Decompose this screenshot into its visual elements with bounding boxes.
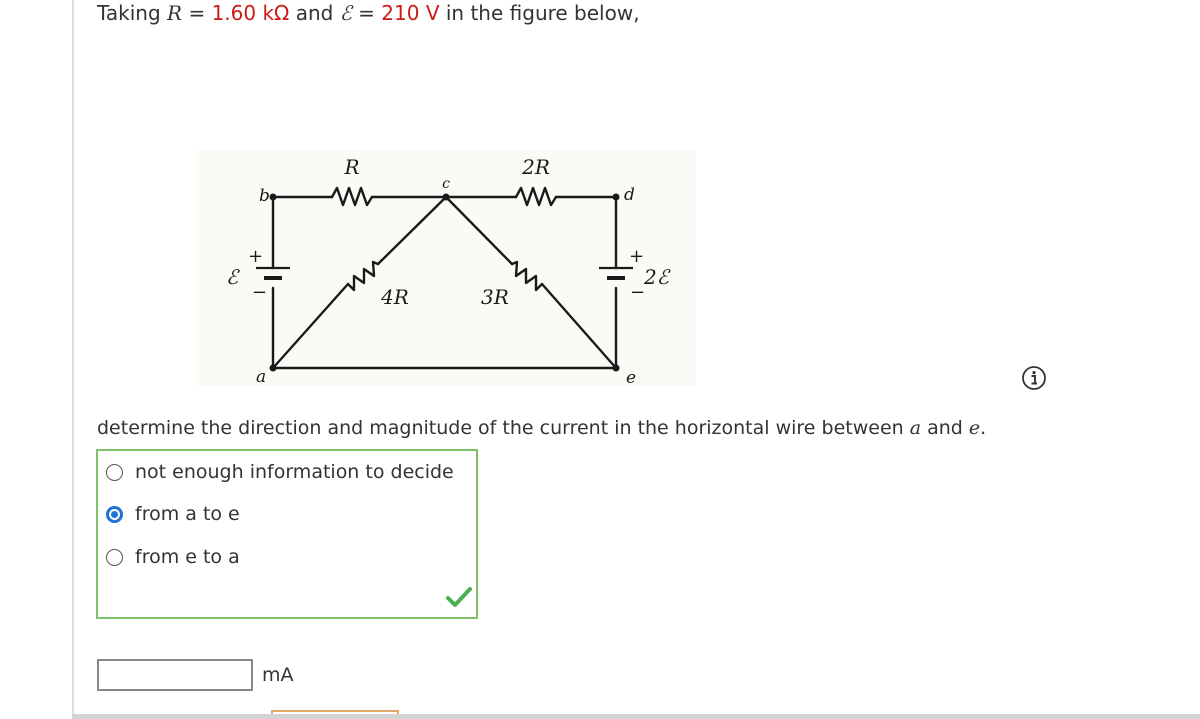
resistor-r — [332, 188, 372, 205]
and-word: and — [295, 1, 334, 25]
emf-value: 210 V — [381, 1, 440, 25]
prompt-point-e: e — [968, 417, 981, 439]
circuit-diagram — [196, 150, 696, 386]
node-c-dot — [443, 194, 450, 201]
label-left-minus: − — [252, 282, 268, 303]
emf-symbol: ℰ — [339, 1, 352, 25]
answer-choice-box — [96, 449, 478, 619]
label-resistor-2r: 2R — [522, 155, 550, 179]
label-resistor-r: R — [344, 155, 360, 179]
radio-not-enough-info[interactable] — [106, 464, 123, 481]
part-prompt — [97, 415, 986, 441]
node-d-dot — [613, 194, 620, 201]
option-label: from a to e — [135, 503, 240, 525]
question-intro — [97, 0, 640, 26]
label-node-b: b — [259, 186, 270, 206]
label-right-minus: − — [630, 282, 646, 303]
option-from-a-to-e[interactable] — [106, 501, 240, 527]
intro-suffix: in the figure below, — [445, 1, 640, 25]
wire-4r-a — [273, 284, 348, 368]
radio-from-e-to-a[interactable] — [106, 549, 123, 566]
option-label: from e to a — [135, 546, 240, 568]
wire-c-4r — [378, 197, 446, 264]
resistor-4r — [348, 262, 378, 290]
wire-c-3r — [446, 197, 512, 264]
prompt-point-a: a — [909, 417, 922, 439]
label-battery-left: ℰ — [226, 265, 239, 289]
check-icon — [446, 586, 472, 608]
label-left-plus: + — [248, 246, 264, 267]
r-symbol: R — [167, 1, 183, 25]
prompt-period: . — [980, 417, 987, 439]
prompt-and: and — [927, 417, 963, 439]
option-not-enough-info[interactable] — [106, 459, 454, 485]
node-a-dot — [270, 365, 277, 372]
r-value: 1.60 kΩ — [211, 1, 290, 25]
prompt-text: determine the direction and magnitude of the current in the horizontal wire between — [97, 417, 904, 439]
option-from-e-to-a[interactable] — [106, 544, 240, 570]
label-node-d: d — [624, 185, 635, 205]
label-right-plus: + — [629, 246, 645, 267]
label-node-a: a — [256, 367, 267, 386]
bottom-rule — [72, 714, 1200, 719]
label-node-c: c — [442, 176, 450, 192]
radio-from-a-to-e[interactable] — [106, 506, 123, 523]
label-node-e: e — [626, 368, 637, 386]
unit-label: mA — [262, 664, 294, 686]
current-magnitude-input[interactable] — [97, 659, 253, 691]
option-label: not enough information to decide — [135, 461, 454, 483]
circuit-figure — [196, 150, 696, 386]
resistor-3r — [512, 262, 542, 290]
label-battery-right: 2ℰ — [644, 265, 669, 289]
equals-sign: = — [188, 1, 206, 25]
label-resistor-3r: 3R — [481, 285, 509, 309]
node-e-dot — [613, 365, 620, 372]
node-b-dot — [270, 194, 277, 201]
intro-prefix: Taking — [97, 1, 161, 25]
label-resistor-4r: 4R — [381, 285, 409, 309]
left-margin-rule — [72, 0, 74, 719]
info-icon[interactable] — [1021, 365, 1047, 391]
resistor-2r — [516, 188, 556, 205]
equals-sign: = — [358, 1, 375, 25]
wire-3r-e — [542, 284, 616, 368]
